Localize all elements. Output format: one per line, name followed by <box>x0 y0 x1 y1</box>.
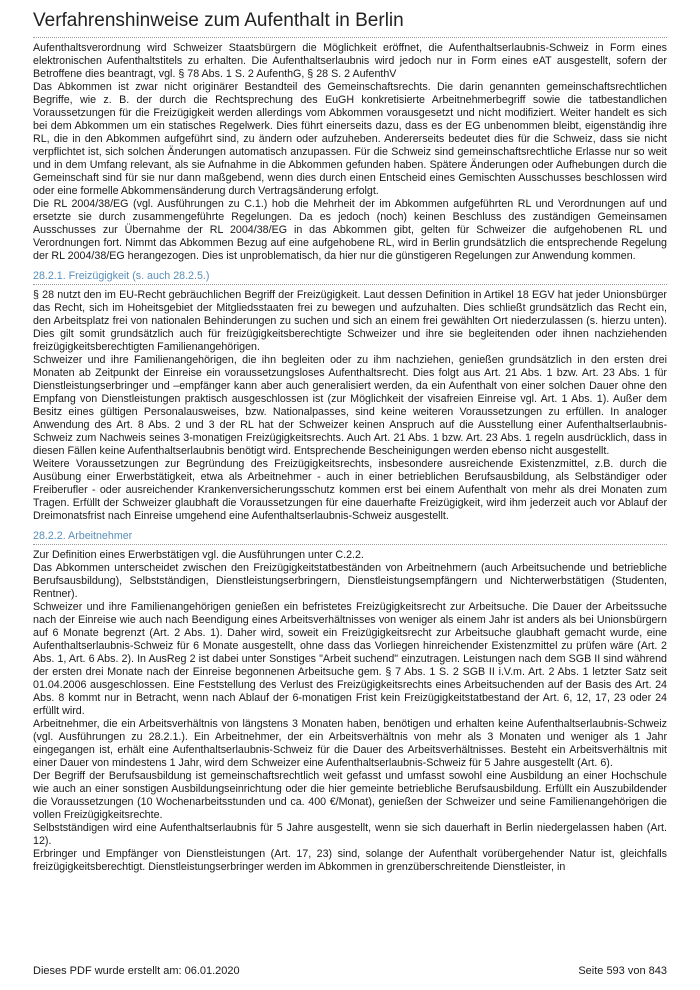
section-1-paragraph-1: § 28 nutzt den im EU-Recht gebräuchlichen Begriff der Freizügigkeit. Laut dessen Definition in Artikel 18 EGV hat jeder Unionsbürger das Recht, sich im Hoheitsgebiet der Mitgliedsstaaten frei zu bewegen und aufzuhalten. Dies schließt grundsätzlich das Recht ein, den Arbeitsplatz frei von nationalen Behinderungen zu suchen und sich an einem frei gewählten Ort niederzulassen (s. hierzu unten). Dies gilt somit grundsätzlich auch für freizügigkeitsberechtigte Schweizer und ihre sie begleitenden oder ihnen nachziehenden freizügigkeitsberechtigten Familienangehörigen. <box>33 289 667 353</box>
section-heading-arbeitnehmer: 28.2.2. Arbeitnehmer <box>33 529 667 545</box>
section-1-paragraph-3: Weitere Voraussetzungen zur Begründung des Freizügigkeitsrechts, insbesondere ausreichende Existenzmittel, z.B. durch die Ausübung einer Erwerbstätigkeit, etwa als Arbeitnehmer - auch in einer betrieblichen Berufsausbildung, als Selbständiger oder Freiberufler - oder ausreichender Krankenversicherungsschutz kommen erst bei einem Aufenthalt von mehr als drei Monaten zum Tragen. Erfüllt der Schweizer glaubhaft die Voraussetzungen für eine dauerhafte Freizügigkeit, wird ihm jederzeit auch vor Ablauf der Dreimonatsfrist nach Einreise umgehend eine Aufenthaltserlaubnis-Schweiz ausgestellt. <box>33 458 667 522</box>
footer-page-number: Seite 593 von 843 <box>578 965 667 977</box>
intro-paragraph-1: Aufenthaltsverordnung wird Schweizer Staatsbürgern die Möglichkeit eröffnet, die Aufenthaltserlaubnis-Schweiz in Form eines elektronischen Aufenthaltstitels zu erhalten. Die Aufenthaltserlaubnis wird jedoch nur in Form eines eAT ausgestellt, sofern der Betroffene dies beantragt, vgl. § 78 Abs. 1 S. 2 AufenthG, § 28 S. 2 AufenthV <box>33 42 667 80</box>
page-footer <box>33 964 667 978</box>
section-2-paragraph-4: Arbeitnehmer, die ein Arbeitsverhältnis von längstens 3 Monaten haben, benötigen und erhalten keine Aufenthaltserlaubnis-Schweiz (vgl. Ausführungen zu 28.2.1.). Ein Arbeitnehmer, der ein Arbeitsverhältnis von mehr als 3 Monaten und weniger als 1 Jahr eingegangen ist, erhält eine Aufenthaltserlaubnis-Schweiz für die Dauer des Arbeitsverhältnisses. Besteht ein Arbeitsverhältnis mit einer Dauer von mindestens 1 Jahr, wird dem Schweizer eine Aufenthaltserlaubnis-Schweiz für 5 Jahre ausgestellt (Art. 6). <box>33 718 667 769</box>
footer-created-date: Dieses PDF wurde erstellt am: 06.01.2020 <box>33 965 240 977</box>
section-2-paragraph-1: Zur Definition eines Erwerbstätigen vgl. die Ausführungen unter C.2.2. <box>33 549 364 561</box>
intro-paragraph-2: Das Abkommen ist zwar nicht originärer Bestandteil des Gemeinschaftsrechts. Die darin genannten gemeinschaftsrechtlichen Begriffe, wie z. B. der durch die Rechtsprechung des EuGH konkretisierte Arbeitnehmerbegriff sowie die tatbestandlichen Voraussetzungen für die Freizügigkeit werden allerdings vom Abkommen vorausgesetzt und nicht modifiziert. Weiter handelt es sich bei dem Abkommen um ein statisches Regelwerk. Dies führt einerseits dazu, dass es der EG unbenommen bleibt, eigenständig ihre RL, die in den Abkommen aufgeführt sind, zu ändern oder aufzuheben. Andererseits bedeutet dies für die Schweiz, dass sie nicht verpflichtet ist, sich solchen Änderungen automatisch anzupassen. Für die Schweiz sind gemeinschaftsrechtliche Erlasse nur so weit und in dem Umfang relevant, als sie Aufnahme in die Abkommen gefunden haben. Spätere Änderungen oder Aufhebungen durch die Gemeinschaft sind für sie nur dann maßgebend, wenn dies durch einen Entscheid eines Gemischten Ausschusses beschlossen wird oder eine formelle Abkommensänderung durch Vertragsänderung erfolgt. <box>33 81 667 197</box>
section-2-paragraph-7: Erbringer und Empfänger von Dienstleistungen (Art. 17, 23) sind, solange der Aufenthalt vorübergehender Natur ist, gleichfalls freizügigkeitsberechtigt. Dienstleistungserbringer werden im Abkommen in grenzüberschreitende Dienstleister, in <box>33 848 667 873</box>
section-2-paragraph-2: Das Abkommen unterscheidet zwischen den Freizügigkeitstatbeständen von Arbeitnehmern (auch Arbeitsuchende und betriebliche Berufsausbildung), Selbstständigen, Dienstleistungserbringern, Dienstleistungsempfängern und Nichterwerbstätigen (Studenten, Rentner). <box>33 562 667 600</box>
section-1-paragraph-2: Schweizer und ihre Familienangehörigen, die ihn begleiten oder zu ihm nachziehen, genießen grundsätzlich in den ersten drei Monaten ab Zeitpunkt der Einreise ein voraussetzungsloses Aufenthaltsrecht. Dies folgt aus Art. 21 Abs. 1 bzw. Art. 23 Abs. 1 für Dienstleistungserbringer und –empfänger kann aber auch generalisiert werden, da ein Aufenthalt von einer solchen Dauer ohne den Empfang von Dienstleistungen praktisch ausgeschlossen ist (zur Möglichkeit der visafreien Einreise vgl. Art. 1 Abs. 1). Außer dem Besitz eines gültigen Personalausweises, bzw. Nationalpasses, sind keine weiteren Voraussetzungen zu erfüllen. In analoger Anwendung des Art. 8 Abs. 2 und 3 der RL hat der Schweizer keinen Anspruch auf die Ausstellung einer Aufenthaltserlaubnis-Schweiz zum Nachweis seines 3-monatigen Freizügigkeitsrechts. Auch Art. 21 Abs. 1 bzw. Art. 23 Abs. 1 regeln ausdrücklich, dass in diesen Fällen keine Aufenthaltserlaubnis benötigt wird. Entsprechende Bescheinigungen werden ebenso nicht ausgestellt. <box>33 354 667 457</box>
section-heading-freizuegigkeit: 28.2.1. Freizügigkeit (s. auch 28.2.5.) <box>33 269 667 285</box>
section-2-paragraph-3: Schweizer und ihre Familienangehörigen genießen ein befristetes Freizügigkeitsrecht zur Arbeitsuche. Die Dauer der Arbeitssuche nach der Einreise wie auch nach Beendigung eines Arbeitsverhältnisses von weniger als einem Jahr ist anders als bei Unionsbürgern auf 6 Monate begrenzt (Art. 2 Abs. 1). Daher wird, soweit ein Freizügigkeitsrecht zur Arbeitsuche glaubhaft gemacht wurde, eine Aufenthaltserlaubnis-Schweiz für 6 Monate ausgestellt, ohne dass das Vorliegen hinreichender Existenzmittel zu prüfen wäre (Art. 2 Abs. 1, Art. 6 Abs. 2). In AusReg 2 ist dabei unter Sonstiges "Arbeit suchend" einzutragen. Leistungen nach dem SGB II sind während der ersten drei Monate nach der Einreise begonnenen Arbeitsuche gem. § 7 Abs. 1 S. 2 SGB II i.V.m. Art. 2 Abs. 1 letzter Satz seit 01.04.2006 ausgeschlossen. Eine Feststellung des Verlust des Freizügigkeitsrechts eines Arbeitsuchenden auf der Basis des Art. 24 Abs. 8 kommt nur in Betracht, wenn nach Ablauf der 6-monatigen Frist kein Freizügigkeitstatbestand der Art. 6, 12, 17, 23 oder 24 erfüllt wird. <box>33 601 667 717</box>
section-2-paragraph-5: Der Begriff der Berufsausbildung ist gemeinschaftsrechtlich weit gefasst und umfasst sowohl eine Ausbildung an einer Hochschule wie auch an einer sonstigen Ausbildungseinrichtung oder die hier gemeinte betriebliche Berufsausbildung. Erfüllt ein Auszubildender die Voraussetzungen (10 Wochenarbeitsstunden und ca. 400 €/Monat), genießen der Schweizer und seine Familienangehörigen die vollen Freizügigkeitsrechte. <box>33 770 667 821</box>
document-body <box>33 42 667 874</box>
page-title: Verfahrenshinweise zum Aufenthalt in Berlin <box>33 9 667 38</box>
section-2-paragraph-6: Selbstständigen wird eine Aufenthaltserlaubnis für 5 Jahre ausgestellt, wenn sie sich dauerhaft in Berlin niedergelassen haben (Art. 12). <box>33 822 667 847</box>
intro-paragraph-3: Die RL 2004/38/EG (vgl. Ausführungen zu C.1.) hob die Mehrheit der im Abkommen aufgeführten RL und Verordnungen auf und ersetzte sie durch zusammengeführte Regelungen. Da es jedoch (noch) keinen Beschluss des zuständigen Gemeinsamen Ausschusses zur Übernahme der RL 2004/38/EG in das Abkommen gibt, gelten für Schweizer die aufgehobenen RL und Verordnungen fort. Nimmt das Abkommen Bezug auf eine aufgehobene RL, wird in Berlin grundsätzlich die entsprechende Regelung der RL 2004/38/EG herangezogen. Dies ist unproblematisch, da hier nur die günstigeren Regelungen zur Anwendung kommen. <box>33 198 667 262</box>
